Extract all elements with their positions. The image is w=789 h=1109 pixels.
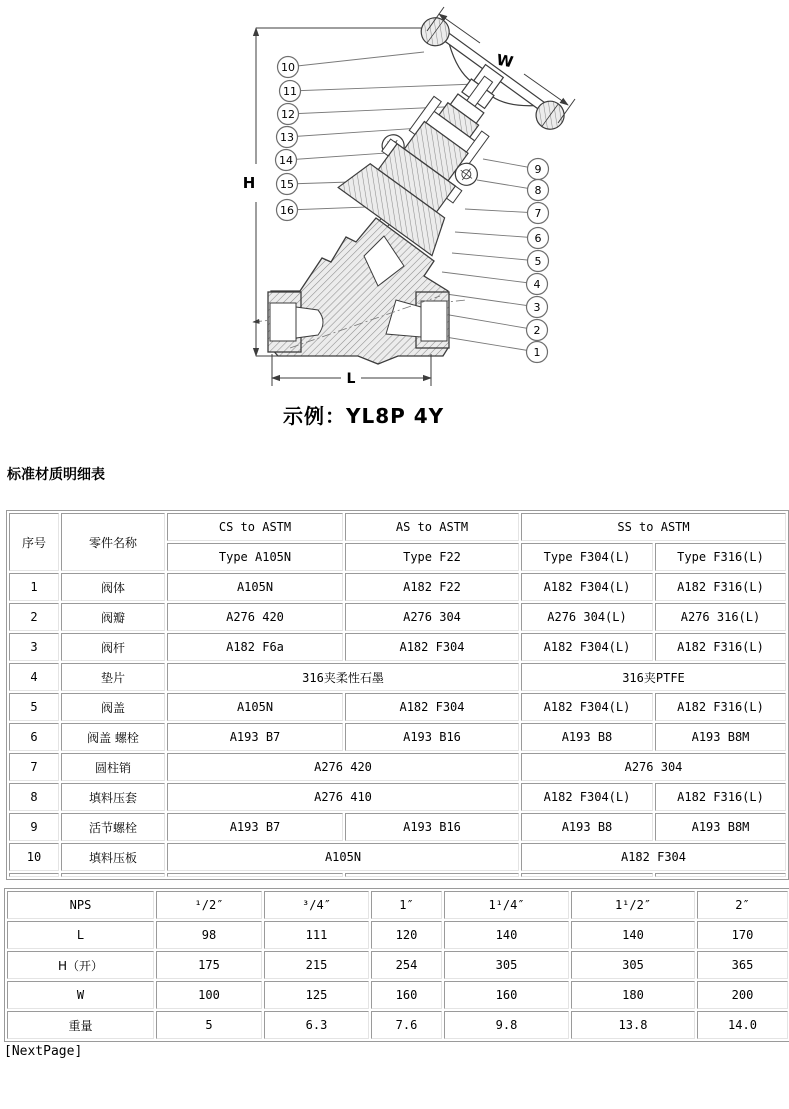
- callout-number: 4: [533, 278, 541, 291]
- callout-number: 1: [533, 346, 541, 359]
- material-cell: A182 F6a: [167, 633, 343, 661]
- material-cell: A276 304: [345, 603, 519, 631]
- dim-value-cell: 170: [697, 921, 788, 949]
- dim-value-cell: 305: [444, 951, 569, 979]
- diagram-caption: 示例：YL8P 4Y: [283, 404, 445, 428]
- callout-number: 10: [281, 61, 295, 74]
- callout-number: 5: [534, 255, 542, 268]
- row-number: 1: [9, 573, 59, 601]
- callout-number: 8: [534, 184, 542, 197]
- material-cell: A193 B8M: [655, 723, 786, 751]
- material-cell: A182 F304: [345, 633, 519, 661]
- part-name: 阀瓣: [61, 603, 165, 631]
- leader-line: [442, 272, 537, 284]
- material-cell: A193 B16: [345, 723, 519, 751]
- table-row: [9, 813, 786, 841]
- part-name: 阀杆: [61, 633, 165, 661]
- material-cell: A276 316(L): [655, 603, 786, 631]
- material-cell: A193 B8: [521, 723, 653, 751]
- part-name: 阀盖: [61, 693, 165, 721]
- col-header-as-type: Type F22: [345, 543, 519, 571]
- col-header-no: 序号: [9, 513, 59, 571]
- table-row: [7, 981, 788, 1009]
- dim-value-cell: 111: [264, 921, 369, 949]
- material-cell: A182 F22: [345, 573, 519, 601]
- material-cell: A182 F316(L): [655, 573, 786, 601]
- dimensions-table: [4, 888, 789, 1042]
- leader-line: [455, 232, 538, 238]
- right-port-bore: [421, 301, 447, 341]
- leader-line: [452, 253, 538, 261]
- part-name: 阀体: [61, 573, 165, 601]
- section-title: 标准材质明细表: [7, 467, 105, 483]
- material-cell: 316夹PTFE: [521, 663, 786, 691]
- row-number: 3: [9, 633, 59, 661]
- dim-value-cell: 160: [371, 981, 442, 1009]
- dim-value-cell: 160: [444, 981, 569, 1009]
- table-row: [9, 843, 786, 871]
- dim-value-cell: 120: [371, 921, 442, 949]
- dim-value-cell: 175: [156, 951, 262, 979]
- table-row: [9, 633, 786, 661]
- material-cell: A182 F304: [345, 693, 519, 721]
- callout-number: 2: [533, 324, 541, 337]
- material-cell: A193 B7: [167, 723, 343, 751]
- left-passage: [296, 307, 323, 338]
- valve-cutaway-diagram: [228, 4, 593, 396]
- part-name: 垫片: [61, 663, 165, 691]
- dim-value-cell: 365: [697, 951, 788, 979]
- empty-cell: [61, 873, 165, 877]
- dim-value-cell: 254: [371, 951, 442, 979]
- col-header-ss-type2: Type F316(L): [655, 543, 786, 571]
- material-cell: A276 304: [521, 753, 786, 781]
- dim-label-h: H: [242, 174, 256, 192]
- materials-table: [6, 510, 789, 880]
- dim-value-cell: 5: [156, 1011, 262, 1039]
- dim-value-cell: 9.8: [444, 1011, 569, 1039]
- nps-size-cell: ³/4″: [264, 891, 369, 919]
- leader-line: [288, 106, 466, 114]
- dimensions-table-body: [7, 891, 788, 1039]
- callout-number: 3: [533, 301, 541, 314]
- dim-value-cell: 305: [571, 951, 695, 979]
- material-cell: A182 F304(L): [521, 573, 653, 601]
- table-row: [9, 873, 786, 877]
- material-cell: A276 410: [167, 783, 519, 811]
- leader-line: [288, 52, 424, 67]
- dim-label-l: L: [346, 371, 356, 387]
- dim-value-cell: 100: [156, 981, 262, 1009]
- row-number: 10: [9, 843, 59, 871]
- materials-header-row-1: [9, 513, 786, 541]
- row-number: 5: [9, 693, 59, 721]
- row-number: 9: [9, 813, 59, 841]
- dim-row-label: 重量: [7, 1011, 154, 1039]
- table-row: [9, 783, 786, 811]
- dim-value-cell: 98: [156, 921, 262, 949]
- empty-cell: [167, 873, 343, 877]
- material-cell: A182 F316(L): [655, 693, 786, 721]
- part-name: 填料压板: [61, 843, 165, 871]
- callout-number: 9: [534, 163, 542, 176]
- table-row: [9, 663, 786, 691]
- nps-size-cell: 1¹/4″: [444, 891, 569, 919]
- table-row: [7, 1011, 788, 1039]
- material-cell: A182 F304(L): [521, 783, 653, 811]
- dims-header-row: [7, 891, 788, 919]
- row-number: 2: [9, 603, 59, 631]
- empty-cell: [345, 873, 519, 877]
- material-cell: A182 F304(L): [521, 693, 653, 721]
- dim-value-cell: 6.3: [264, 1011, 369, 1039]
- dim-value-cell: 13.8: [571, 1011, 695, 1039]
- dim-row-label: L: [7, 921, 154, 949]
- col-header-ss-type1: Type F304(L): [521, 543, 653, 571]
- table-row: [9, 753, 786, 781]
- callout-number: 6: [534, 232, 542, 245]
- callout-number: 15: [280, 178, 294, 191]
- table-row: [9, 693, 786, 721]
- col-header-ss: SS to ASTM: [521, 513, 786, 541]
- material-cell: A276 420: [167, 753, 519, 781]
- nps-size-cell: 1¹/2″: [571, 891, 695, 919]
- callout-number: 14: [279, 154, 293, 167]
- empty-cell: [655, 873, 786, 877]
- empty-cell: [9, 873, 59, 877]
- dim-value-cell: 140: [571, 921, 695, 949]
- col-header-part-name: 零件名称: [61, 513, 165, 571]
- nps-header-cell: NPS: [7, 891, 154, 919]
- dim-row-label: H（开）: [7, 951, 154, 979]
- material-cell: A182 F304: [521, 843, 786, 871]
- material-cell: A276 420: [167, 603, 343, 631]
- material-cell: A276 304(L): [521, 603, 653, 631]
- material-cell: A105N: [167, 843, 519, 871]
- row-number: 7: [9, 753, 59, 781]
- material-cell: A193 B7: [167, 813, 343, 841]
- callout-number: 13: [280, 131, 294, 144]
- table-row: [7, 951, 788, 979]
- dim-value-cell: 200: [697, 981, 788, 1009]
- table-row: [9, 573, 786, 601]
- row-number: 4: [9, 663, 59, 691]
- material-cell: A105N: [167, 573, 343, 601]
- callout-number: 7: [534, 207, 542, 220]
- dim-value-cell: 140: [444, 921, 569, 949]
- col-header-as: AS to ASTM: [345, 513, 519, 541]
- material-cell: A193 B8M: [655, 813, 786, 841]
- part-name: 活节螺栓: [61, 813, 165, 841]
- left-port-bore: [270, 303, 296, 341]
- table-row: [7, 921, 788, 949]
- dim-row-label: W: [7, 981, 154, 1009]
- table-row: [9, 603, 786, 631]
- dim-value-cell: 180: [571, 981, 695, 1009]
- leader-line: [290, 84, 476, 91]
- material-cell: A182 F316(L): [655, 633, 786, 661]
- row-number: 8: [9, 783, 59, 811]
- nps-size-cell: 1″: [371, 891, 442, 919]
- dim-value-cell: 125: [264, 981, 369, 1009]
- part-name: 圆柱销: [61, 753, 165, 781]
- callout-number: 12: [281, 108, 295, 121]
- nps-size-cell: 2″: [697, 891, 788, 919]
- callout-number: 11: [283, 85, 297, 98]
- material-cell: A193 B16: [345, 813, 519, 841]
- material-cell: 316夹柔性石墨: [167, 663, 519, 691]
- dim-value-cell: 7.6: [371, 1011, 442, 1039]
- table-row: [9, 723, 786, 751]
- empty-cell: [521, 873, 653, 877]
- dim-label-w: W: [495, 50, 515, 72]
- material-cell: A182 F304(L): [521, 633, 653, 661]
- material-cell: A193 B8: [521, 813, 653, 841]
- row-number: 6: [9, 723, 59, 751]
- part-name: 填料压套: [61, 783, 165, 811]
- part-name: 阀盖 螺栓: [61, 723, 165, 751]
- dim-value-cell: 215: [264, 951, 369, 979]
- col-header-cs-type: Type A105N: [167, 543, 343, 571]
- nps-size-cell: ¹/2″: [156, 891, 262, 919]
- callout-number: 16: [280, 204, 294, 217]
- material-cell: A182 F316(L): [655, 783, 786, 811]
- materials-table-body: [9, 573, 786, 877]
- next-page-link[interactable]: [NextPage]: [4, 1044, 83, 1059]
- dim-value-cell: 14.0: [697, 1011, 788, 1039]
- col-header-cs: CS to ASTM: [167, 513, 343, 541]
- material-cell: A105N: [167, 693, 343, 721]
